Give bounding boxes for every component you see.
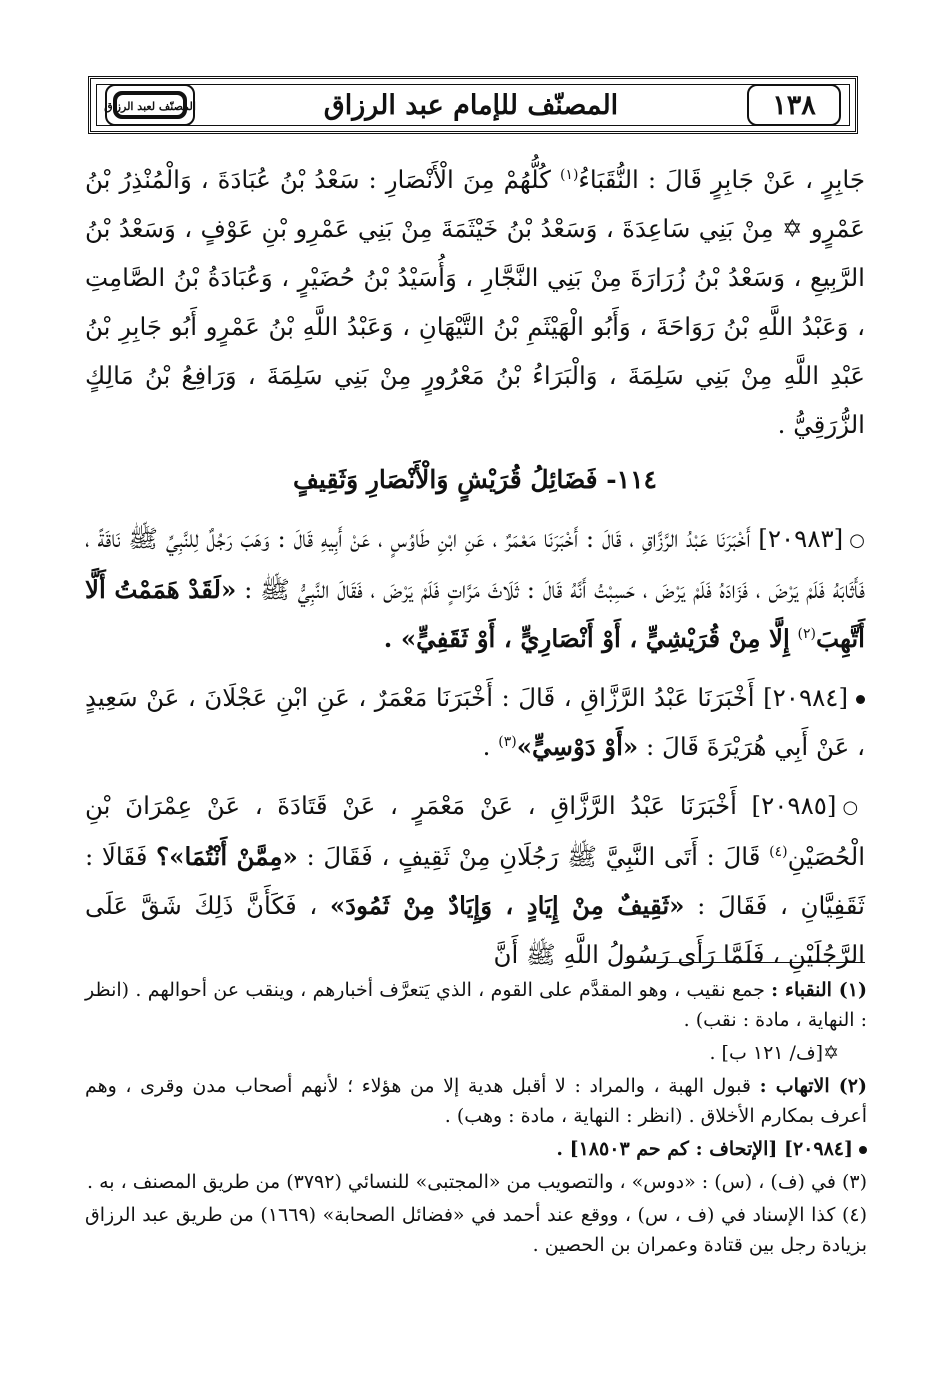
hollow-bullet-icon: ○	[849, 530, 865, 551]
running-title: المصنّف للإمام عبد الرزاق	[323, 89, 619, 121]
hadith-entry	[85, 673, 865, 771]
hadith-number: [٢٠٩٨٥]	[751, 791, 837, 820]
main-text	[85, 155, 865, 979]
hadith-entry	[85, 514, 865, 663]
hadith-entry	[85, 781, 865, 979]
hadith-quote-end: إِلَّا مِنْ قُرَيْشِيٍّ ، أَوْ أَنْصَارِيٍّ ، أَوْ ثَقَفِيٍّ» .	[383, 624, 790, 653]
book-logo	[105, 84, 195, 126]
hadith-quote: «مِمَّنْ أَنْتُمَا»؟	[156, 842, 298, 871]
filled-bullet-icon	[859, 1146, 867, 1154]
intro-line-2: كُلُّهُمْ مِنَ الْأَنْصَارِ : سَعْدُ بْنُ عُبَادَةَ ، وَالْمُنْذِرُ بْنُ عَمْرٍو	[85, 165, 865, 243]
section-title: ١١٤- فَضَائِلُ قُرَيْشٍ وَالْأَنْصَارِ وَثَقِيفٍ	[293, 465, 657, 494]
footnote-2-label: (٢) الاتهاب :	[759, 1075, 867, 1097]
hadith-chain: أَخْبَرَنَا عَبْدُ الرَّزَّاقِ ، قَالَ : أَخْبَرَنَا مَعْمَرٌ ، عَنِ ابْنِ طَاوُسٍ ، عَنْ أَبِيهِ قَالَ : وَهَبَ رَجُلٌ لِلنَّبِيِّ ﷺ نَاقَةً ، فَأَثَابَهُ فَلَمْ يَرْضَ ، فَزَادَهُ فَلَمْ يَرْضَ ، حَسِبْتُ أَنَّهُ قَالَ : ثَلَاثَ مَرَّاتٍ فَلَمْ يَرْضَ ، فَقَالَ النَّبِيُّ ﷺ :	[85, 524, 865, 604]
hadith-text-3: ، فَكَأَنَّ ذَلِكَ شَقَّ عَلَى الرَّجُلَيْنِ ، فَلَمَّا رَأَى رَسُولُ اللَّهِ ﷺ أَنَّ	[85, 891, 865, 969]
footnote-ref-2[interactable]: (٢)	[797, 625, 817, 642]
intro-line-3: مِنْ بَنِي سَاعِدَةَ ، وَسَعْدُ بْنُ خَيْثَمَةَ مِنْ بَنِي عَمْرِو بْنِ عَوْفٍ ، وَسَعْدُ بْنُ الرَّبِيعِ ، وَسَعْدُ بْنُ زُرَارَةَ مِنْ بَنِي النَّجَّارِ ، وَأُسَيْدُ بْنُ حُضَيْرٍ ، وَعُبَادَةُ بْنُ الصَّامِتِ ، وَعَبْدُ اللَّهِ بْنُ رَوَاحَةَ ، وَأَبُو الْهَيْثَمِ بْنُ التَّيْهَانِ ، وَعَبْدُ اللَّهِ بْنُ عَمْرٍو أَبُو جَابِرِ بْنُ عَبْدِ اللَّهِ مِنْ بَنِي سَلِمَةَ ، وَالْبَرَاءُ بْنُ مَعْرُورٍ مِنْ بَنِي سَلِمَةَ ، وَرَافِعُ بْنُ مَالِكٍ الزُّرَقِيُّ .	[85, 214, 865, 439]
hadith-number: [٢٠٩٨٤]	[763, 683, 848, 712]
hadith-chain: أَخْبَرَنَا عَبْدُ الرَّزَّاقِ ، عَنْ مَعْمَرٍ ، عَنْ قَتَادَةَ ، عَنْ عِمْرَانَ بْنِ الْحُصَيْنِ	[85, 791, 866, 871]
hadith-quote: «أَوْ دَوْسِيٍّ»	[516, 732, 639, 761]
footnote-2-text: قبول الهبة ، والمراد : لا أقبل هدية إلا من هؤلاء ؛ لأنهم أصحاب مدن وقرى ، وهم أعرف بمكارم الأخلاق . (انظر : النهاية ، مادة : وهب) .	[85, 1075, 867, 1127]
hadith-quote: «لَقَدْ هَمَمْتُ أَلَّا أَتَّهِبَ	[85, 575, 865, 653]
footnote-2	[85, 1071, 867, 1131]
page-header	[88, 76, 858, 134]
page-number: ١٣٨	[772, 89, 816, 121]
footnote-4: (٤) كذا الإسناد في (ف ، س) ، ووقع عند أحمد في «فضائل الصحابة» (١٦٦٩) من طريق عبد الرزاق بزيادة رجل بين قتادة وعمران بن الحصين .	[85, 1204, 867, 1256]
hadith-number: [٢٠٩٨٣]	[758, 524, 844, 553]
footnote-ref-3[interactable]: (٣)	[498, 733, 517, 750]
book-logo-text: المصنّف لعبد الرزاق	[104, 100, 196, 113]
footnote-1	[85, 975, 867, 1035]
page-header-inner	[96, 84, 850, 126]
hadith-text: قَالَ : أَتَى النَّبِيَّ ﷺ رَجُلَانِ مِنْ ثَقِيفٍ ، فَقَالَ :	[306, 842, 761, 871]
footnote-3: (٣) في (ف) ، (س) : «دوس» ، والتصويب من «المجتبى» للنسائي (٣٧٩٢) من طريق المصنف ، به .	[87, 1171, 867, 1193]
hadith-text-2: فَقَالَا : ثَقَفِيَّانِ ، فَقَالَ :	[85, 842, 865, 920]
footnote-folio: ✡[ف/ ١٢١ ب] .	[709, 1042, 839, 1064]
hollow-bullet-icon: ○	[842, 797, 865, 818]
page-number-box	[747, 84, 841, 126]
footnote-divider	[625, 962, 865, 963]
intro-paragraph	[85, 155, 865, 449]
footnote-ref-1[interactable]: (١)	[559, 166, 579, 183]
filled-bullet-icon	[856, 695, 865, 704]
hadith-end: .	[482, 732, 491, 761]
footnote-1-text: جمع نقيب ، وهو المقدَّم على القوم ، الذي يَتعرَّف أخبارهم ، وينقب عن أحوالهم . (انظر : النهاية ، مادة : نقب) .	[85, 979, 867, 1031]
intro-line-1: جَابِرٍ ، عَنْ جَابِرٍ قَالَ : النُّقَبَاءُ	[578, 165, 865, 194]
book-logo-icon	[104, 89, 196, 121]
hadith-quote-2: «ثَقِيفٌ مِنْ إِيَادٍ ، وَإِيَادٌ مِنْ ثَمُودَ»	[329, 891, 685, 920]
hadith-chain: أَخْبَرَنَا عَبْدُ الرَّزَّاقِ ، قَالَ : أَخْبَرَنَا مَعْمَرٌ ، عَنِ ابْنِ عَجْلَانَ ، عَنْ سَعِيدٍ ، عَنْ أَبِي هُرَيْرَةَ قَالَ :	[85, 683, 865, 761]
footnotes	[85, 975, 867, 1263]
footnote-ithaf	[85, 1134, 867, 1164]
footnote-ref-4[interactable]: (٤)	[769, 843, 788, 860]
footnote-ithaf-text: [٢٠٩٨٤] [الإتحاف : كم حم ١٨٥٠٣] .	[556, 1138, 853, 1160]
folio-mark: ✡	[781, 214, 803, 243]
footnote-1-label: (١) النقباء :	[771, 979, 868, 1001]
